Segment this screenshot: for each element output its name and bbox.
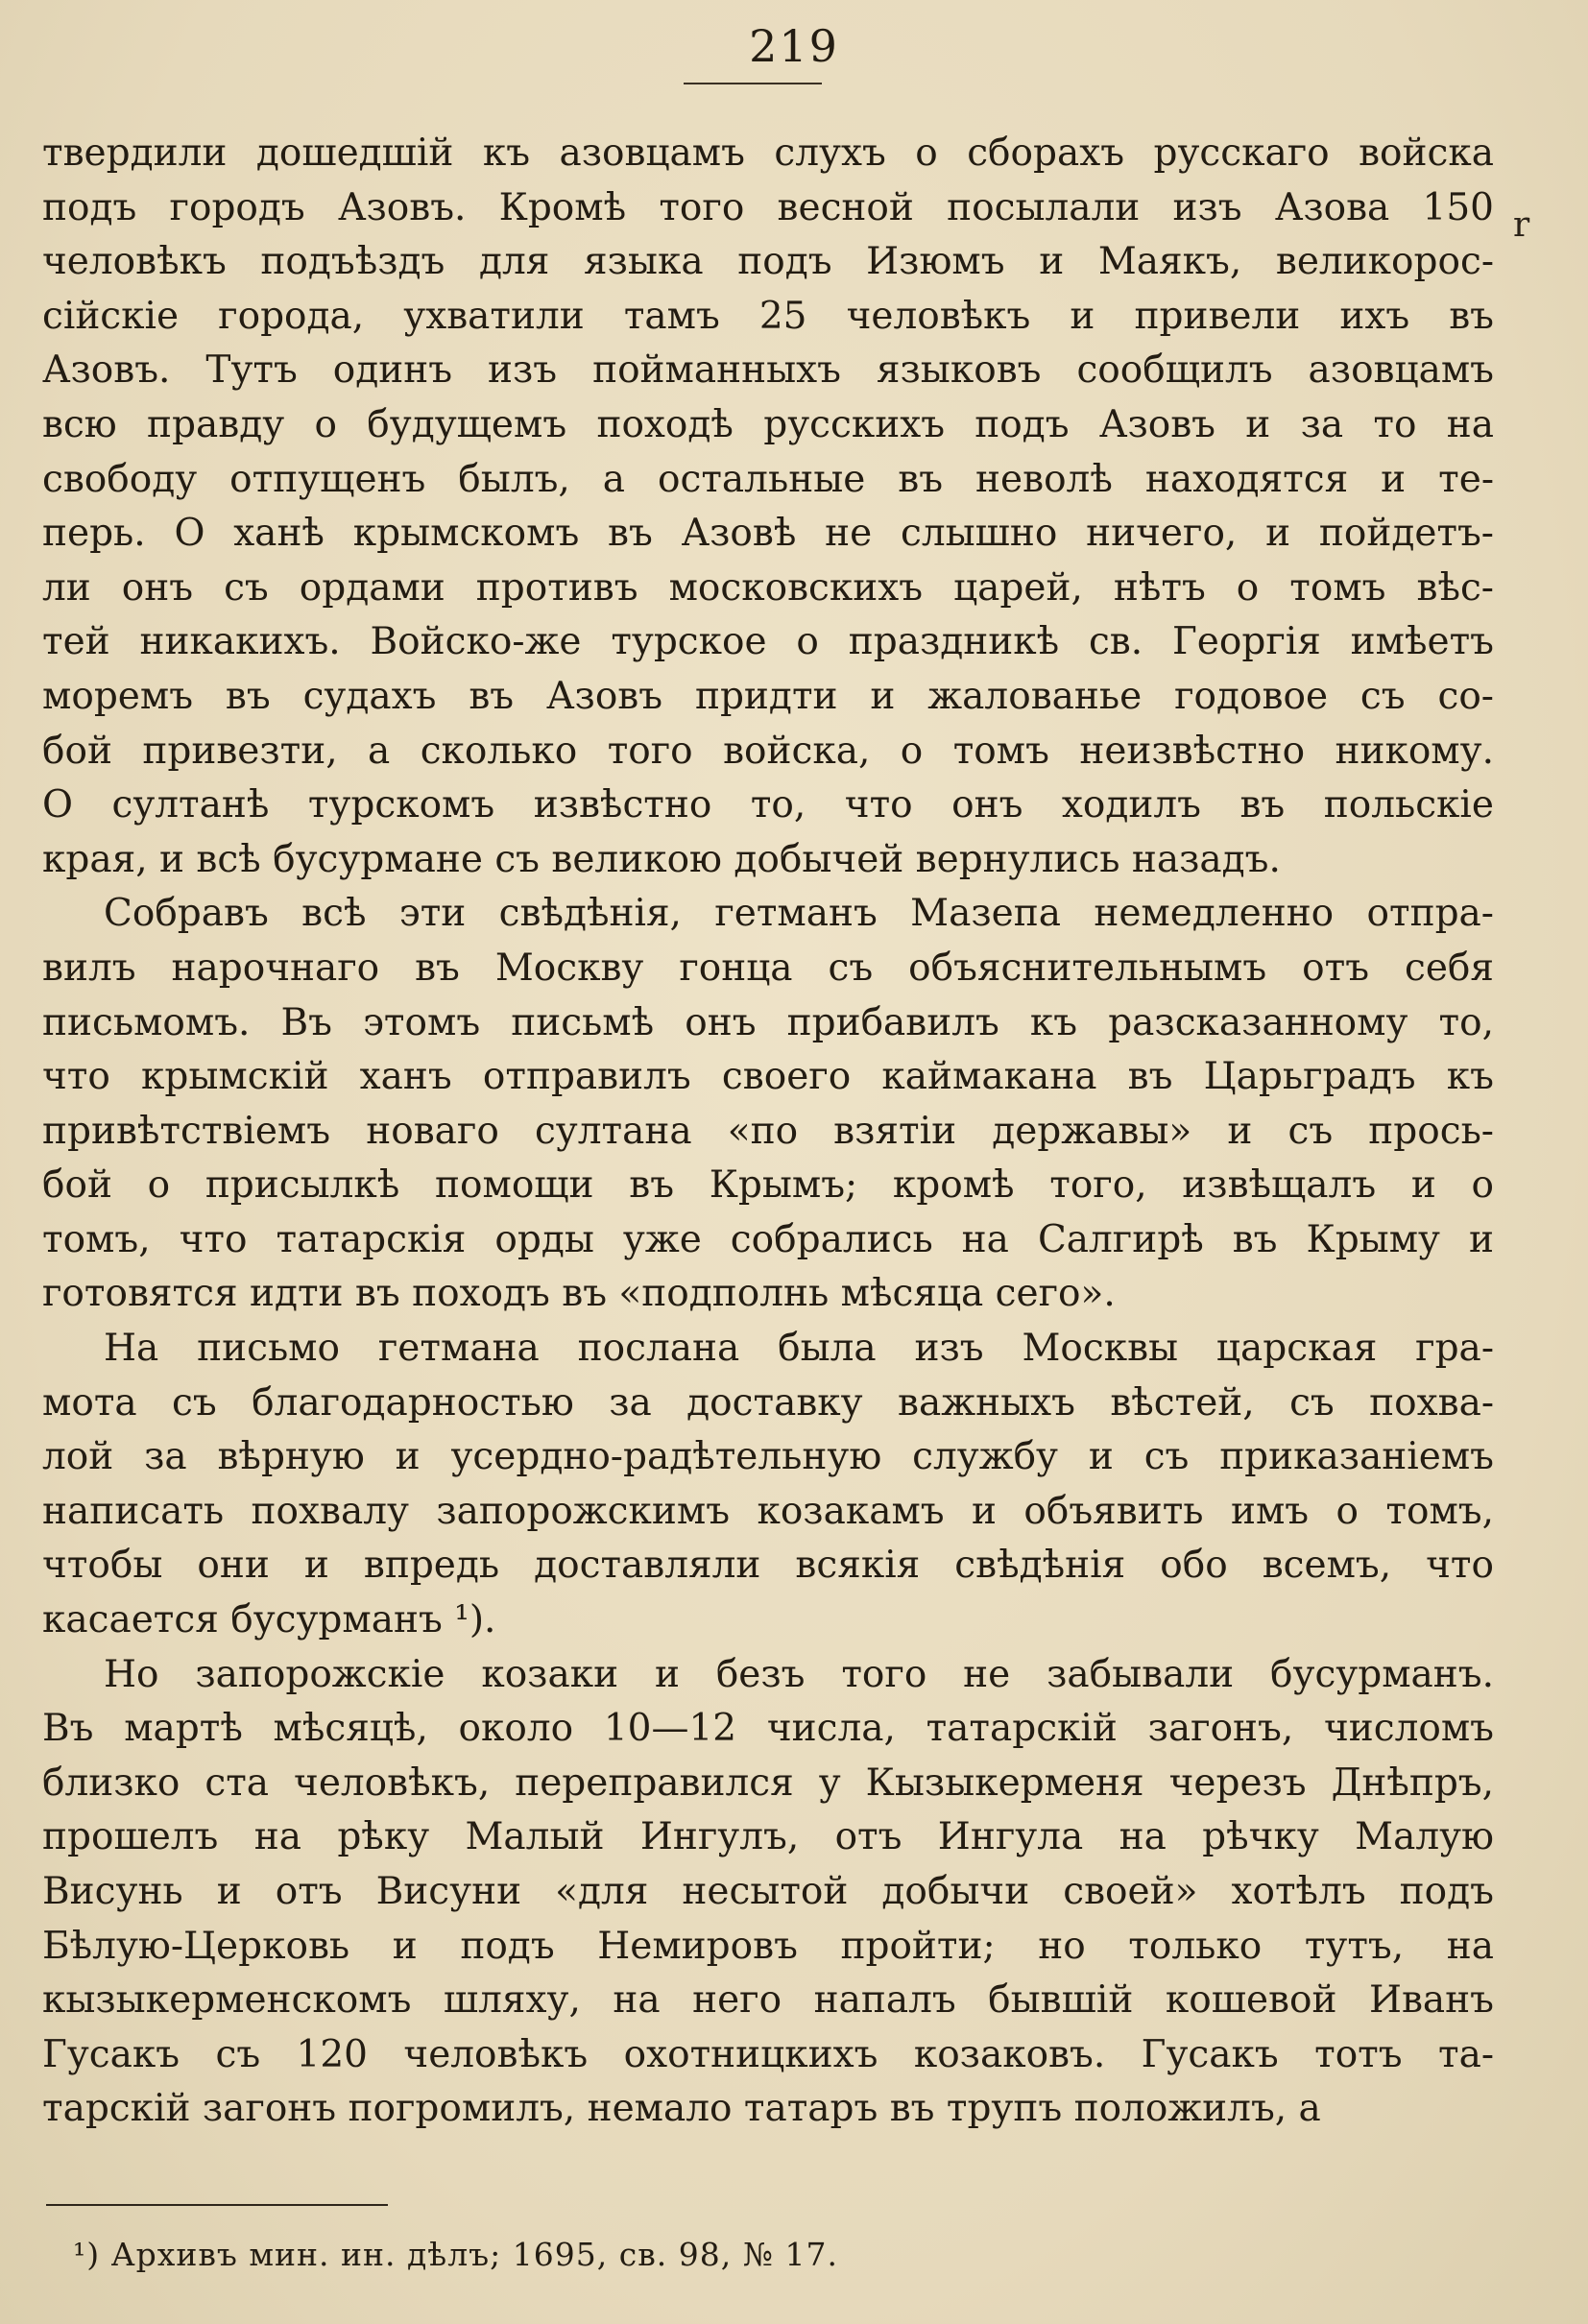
text-line: моремъ въ судахъ въ Азовъ придти и жалованье годовое съ со- [42,674,1494,718]
text-line: ли онъ съ ордами противъ московскихъ царей, нѣтъ о томъ вѣс- [42,565,1494,610]
margin-mark: r [1513,205,1530,245]
text-line: тей никакихъ. Войско-же турское о праздникѣ св. Георгія имѣетъ [42,620,1494,664]
page-number: 219 [749,20,839,72]
text-line: На письмо гетмана послана была изъ Москвы царская гра- [104,1327,1494,1371]
text-line: касается бусурманъ ¹). [42,1598,496,1642]
text-line: твердили дошедшій къ азовцамъ слухъ о сборахъ русскаго войска [42,132,1494,175]
text-line: Въ мартѣ мѣсяцѣ, около 10—12 числа, татарскій загонъ, числомъ [42,1707,1494,1751]
text-line: Азовъ. Тутъ одинъ изъ пойманныхъ языковъ сообщилъ азовцамъ [42,348,1494,393]
body-text [42,127,1494,2137]
text-line: О султанѣ турскомъ извѣстно то, что онъ ходилъ въ польскіе [42,783,1494,827]
text-line: края, и всѣ бусурмане съ великою добычей вернулись назадъ. [42,837,1281,881]
text-line: близко ста человѣкъ, переправился у Кызыкерменя черезъ Днѣпръ, [42,1761,1494,1805]
text-line: свободу отпущенъ былъ, а остальные въ неволѣ находятся и те- [42,457,1494,501]
text-line: письмомъ. Въ этомъ письмѣ онъ прибавилъ къ разсказанному то, [42,1000,1494,1044]
text-line: тарскій загонъ погромилъ, немало татаръ въ трупъ положилъ, а [42,2087,1321,2131]
text-line: привѣтствіемъ новаго султана «по взятіи державы» и съ прось- [42,1109,1494,1153]
footnote: ¹) Архивъ мин. ин. дѣлъ; 1695, св. 98, № 17. [73,2236,838,2273]
text-line: бой привезти, а сколько того войска, о томъ неизвѣстно никому. [42,729,1494,773]
page-number-rule [684,83,822,84]
footnote-rule [46,2204,388,2206]
text-line: томъ, что татарскія орды уже собрались на Салгирѣ въ Крыму и [42,1217,1494,1261]
text-line: кызыкерменскомъ шляху, на него напалъ бывшій кошевой Иванъ [42,1978,1494,2023]
text-line: Собравъ всѣ эти свѣдѣнія, гетманъ Мазепа немедленно отпра- [104,892,1494,936]
paragraph [42,1648,1494,2137]
text-line: мота съ благодарностью за доставку важныхъ вѣстей, съ похва- [42,1380,1494,1425]
text-line: сійскіе города, ухватили тамъ 25 человѣкъ и привели ихъ въ [42,294,1494,338]
text-line: перь. О ханѣ крымскомъ въ Азовѣ не слышно ничего, и пойдетъ- [42,512,1494,556]
text-line: человѣкъ подъѣздъ для языка подъ Изюмъ и Маякъ, великорос- [42,240,1494,284]
paragraph [42,887,1494,1322]
text-line: написать похвалу запорожскимъ козакамъ и объявить имъ о томъ, [42,1489,1494,1533]
text-line: готовятся идти въ походъ въ «подполнь мѣсяца сего». [42,1272,1116,1316]
text-line: что крымскій ханъ отправилъ своего каймакана въ Царьградъ къ [42,1055,1494,1099]
text-line: вилъ нарочнаго въ Москву гонца съ объяснительнымъ отъ себя [42,946,1494,990]
text-line: всю правду о будущемъ походѣ русскихъ подъ Азовъ и за то на [42,402,1494,446]
text-line: Висунь и отъ Висуни «для несытой добычи своей» хотѣлъ подъ [42,1870,1494,1913]
text-line: бой о присылкѣ помощи въ Крымъ; кромѣ того, извѣщалъ и о [42,1163,1494,1208]
text-line: Но запорожскіе козаки и безъ того не забывали бусурманъ. [104,1652,1494,1696]
text-line: чтобы они и впредь доставляли всякія свѣдѣнія обо всемъ, что [42,1544,1494,1588]
text-line: прошелъ на рѣку Малый Ингулъ, отъ Ингула на рѣчку Малую [42,1815,1494,1859]
text-line: Гусакъ съ 120 человѣкъ охотницкихъ козаковъ. Гусакъ тотъ та- [42,2032,1494,2076]
text-line: подъ городъ Азовъ. Кромѣ того весной посылали изъ Азова 150 [42,185,1494,229]
paragraph [42,1322,1494,1648]
text-line: лой за вѣрную и усердно-радѣтельную службу и съ приказаніемъ [42,1435,1494,1479]
text-line: Бѣлую-Церковь и подъ Немировъ пройти; но только тутъ, на [42,1924,1494,1968]
paragraph [42,127,1494,887]
